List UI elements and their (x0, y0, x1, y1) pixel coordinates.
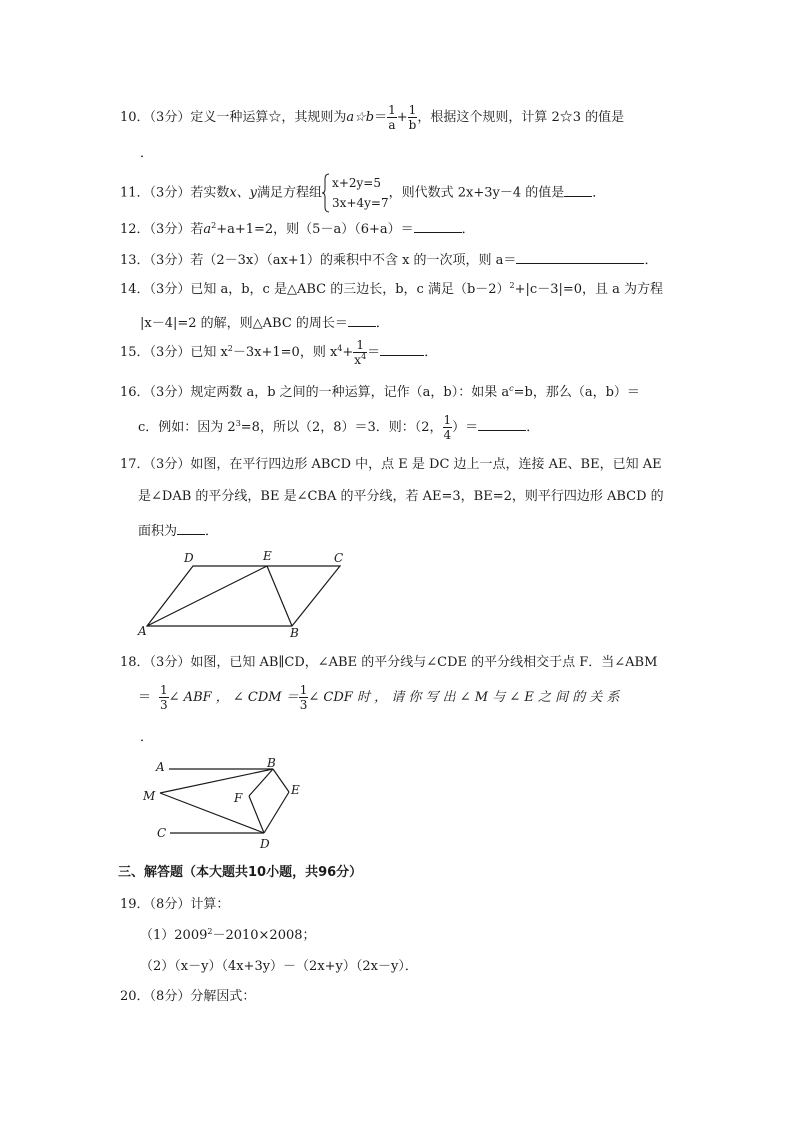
q11-text1: 若实数 (190, 185, 230, 201)
segment-mb (160, 769, 273, 793)
question-19 (120, 898, 229, 911)
question-20 (120, 990, 255, 1003)
segment-ed (264, 792, 289, 833)
q17-line3: 面积为 (138, 524, 178, 539)
label-b: B (267, 756, 276, 770)
label-d: D (184, 551, 194, 565)
q11-xy: x、y (229, 185, 258, 201)
q10-text2: ，根据这个规则，计算 2☆3 的值是 (417, 110, 625, 125)
q14-sup: 2 (509, 281, 515, 290)
q15-end: ． (424, 345, 438, 360)
label-c: C (334, 551, 344, 565)
q11-text3: ，则代数式 2x+3y－4 的值是 (388, 185, 565, 201)
q11-score: （3分） (149, 185, 191, 201)
q14-line1: 已知 a，b，c 是△ABC 的三边长，b，c 满足（b－2） (190, 282, 510, 297)
q10-eq: ＝ (374, 110, 388, 125)
q12-number: 12． (120, 222, 150, 237)
q16-number: 16． (120, 385, 150, 400)
label-c: C (157, 826, 167, 840)
q15-frac: $\frac{1}{x^4}$ (354, 338, 367, 367)
label-a: A (156, 760, 165, 774)
segment-ae (147, 566, 267, 626)
q18-t2: ∠ CDF 时 ， 请 你 写 出 ∠ M 与 ∠ E 之 间 的 关 系 (308, 690, 620, 705)
q18-score: （3分） (149, 655, 191, 670)
q13-end: ． (644, 253, 658, 268)
q12-score: （3分） (149, 222, 191, 237)
q10-score: （3分） (149, 110, 191, 125)
q17-number: 17． (120, 457, 150, 472)
q13-score: （3分） (149, 253, 191, 268)
question-15 (120, 338, 437, 367)
q11-answer-blank[interactable] (564, 184, 592, 197)
q16-frac: $\frac{1}{4}$ (443, 413, 452, 442)
q19-text: 计算： (190, 897, 230, 912)
q15-text2: －3x+1=0，则 x (232, 345, 338, 360)
q19-p1a: （1）2009 (140, 928, 208, 943)
q16-line2a: c．例如：因为 2 (138, 420, 236, 435)
q14-number: 14． (120, 282, 150, 297)
segment-be (273, 769, 289, 792)
label-m: M (143, 789, 156, 803)
q17-end: ． (205, 524, 219, 539)
q11-eq2: 3x+4y=7 (332, 196, 389, 210)
q16-line1b: =b，那么（a，b）＝ (513, 385, 640, 400)
question-16 (120, 386, 640, 399)
q18-frac1: $\frac{1}{3}$ (160, 683, 168, 712)
label-f: F (234, 791, 243, 805)
q10-number: 10． (120, 110, 150, 125)
question-14-line2 (140, 314, 389, 330)
q10-frac2: $\frac{1}{b}$ (408, 103, 417, 132)
question-18-line2 (138, 683, 620, 712)
q19-p1-sup: 2 (207, 927, 213, 936)
q11-number: 11． (120, 185, 150, 201)
q13-answer-blank[interactable] (516, 251, 644, 264)
q14-line2: |x－4|=2 的解，则△ABC 的周长＝ (140, 316, 348, 331)
segment-be (267, 566, 292, 626)
q16-end: ． (526, 420, 540, 435)
brace-icon (322, 173, 330, 213)
q17-line1: 如图，在平行四边形 ABCD 中，点 E 是 DC 边上一点，连接 AE、BE，已知 AE (190, 457, 662, 472)
q16-score: （3分） (149, 385, 191, 400)
q12-text1: 若 (190, 222, 204, 237)
q11-text2: 满足方程组 (257, 185, 323, 201)
q14-end: ． (375, 316, 389, 331)
q18-number: 18． (120, 655, 150, 670)
segment-md (160, 793, 264, 833)
parallelogram-figure (130, 548, 360, 640)
q18-frac2: $\frac{1}{3}$ (299, 683, 308, 712)
q20-text: 分解因式： (190, 989, 256, 1004)
q15-sup2: 4 (337, 344, 343, 353)
q16-sup-c: c (509, 384, 514, 393)
q12-sup: 2 (211, 221, 217, 230)
question-16-line2 (138, 413, 539, 442)
section-3-heading: 三、解答题（本大题共10小题，共96分） (118, 865, 363, 880)
q15-eq: ＝ (367, 345, 381, 360)
q16-line2b: =8，所以（2，8）＝3．则：（2， (240, 420, 443, 435)
q13-text: 若（2－3x）（ax+1）的乘积中不含 x 的一次项，则 a＝ (190, 253, 517, 268)
q12-text2: +a+1=2，则（5－a）（6+a）＝ (216, 222, 414, 237)
q10-end: ． (140, 146, 154, 161)
q18-line1: 如图，已知 AB∥CD，∠ABE 的平分线与∠CDE 的平分线相交于点 F．当∠ABM (190, 655, 658, 670)
q19-part2: （2）（x－y）（4x+3y）－（2x+y）（2x－y）． (140, 959, 418, 974)
question-17 (120, 458, 662, 471)
label-e: E (263, 549, 272, 563)
q15-sup1: 2 (227, 344, 233, 353)
question-10 (120, 103, 624, 132)
q10-plus: + (396, 110, 408, 125)
q18-eq1: ＝ (138, 690, 152, 705)
question-18 (120, 656, 657, 669)
question-12 (120, 220, 475, 236)
q15-score: （3分） (149, 345, 191, 360)
q17-answer-blank[interactable] (177, 522, 205, 535)
q19-p1b: －2010×2008； (212, 928, 316, 943)
q17-score: （3分） (149, 457, 191, 472)
q16-line1a: 规定两数 a，b 之间的一种运算，记作（a，b）：如果 a (190, 385, 510, 400)
q19-number: 19． (120, 897, 150, 912)
question-13 (120, 251, 657, 267)
q13-number: 13． (120, 253, 150, 268)
q15-text1: 已知 x (190, 345, 228, 360)
q20-score: （8分） (149, 989, 191, 1004)
label-a: A (138, 624, 147, 638)
q19-score: （8分） (149, 897, 191, 912)
q15-plus: + (342, 345, 354, 360)
q16-answer-blank[interactable] (478, 418, 526, 431)
question-17-line3 (138, 522, 218, 538)
q12-end: ． (461, 222, 475, 237)
label-b: B (290, 626, 299, 640)
q14-score: （3分） (149, 282, 191, 297)
q19-part1 (140, 929, 316, 942)
q15-answer-blank[interactable] (380, 343, 424, 356)
q14-line1b: +|c－3|=0，且 a 为方程 (514, 282, 664, 297)
q15-number: 15． (120, 345, 150, 360)
q20-number: 20． (120, 989, 150, 1004)
q10-text1: 定义一种运算☆，其规则为 (190, 110, 347, 125)
question-14 (120, 283, 663, 296)
q11-end: ． (592, 185, 606, 201)
q11-equation-system (322, 173, 389, 213)
question-11 (120, 173, 605, 213)
q14-answer-blank[interactable] (348, 314, 376, 327)
q16-line2c: ）＝ (452, 420, 479, 435)
q11-eq1: x+2y=5 (332, 176, 381, 190)
q12-answer-blank[interactable] (414, 220, 462, 233)
q18-end: ． (140, 730, 154, 745)
q18-t1: ∠ ABF ， ∠ CDM ＝ (168, 690, 299, 705)
parallelogram-abcd (147, 566, 340, 626)
q16-sup-3: 3 (235, 419, 241, 428)
angle-figure (140, 754, 320, 850)
segment-fd (249, 796, 264, 833)
q12-a: a (203, 222, 212, 237)
label-d: D (260, 837, 270, 850)
q10-frac1: $\frac{1}{a}$ (388, 103, 396, 132)
label-e: E (291, 783, 300, 797)
q17-line2: 是∠DAB 的平分线，BE 是∠CBA 的平分线，若 AE=3，BE=2，则平行四边形 ABCD 的 (138, 489, 664, 504)
q10-lhs: a☆b (346, 110, 375, 125)
